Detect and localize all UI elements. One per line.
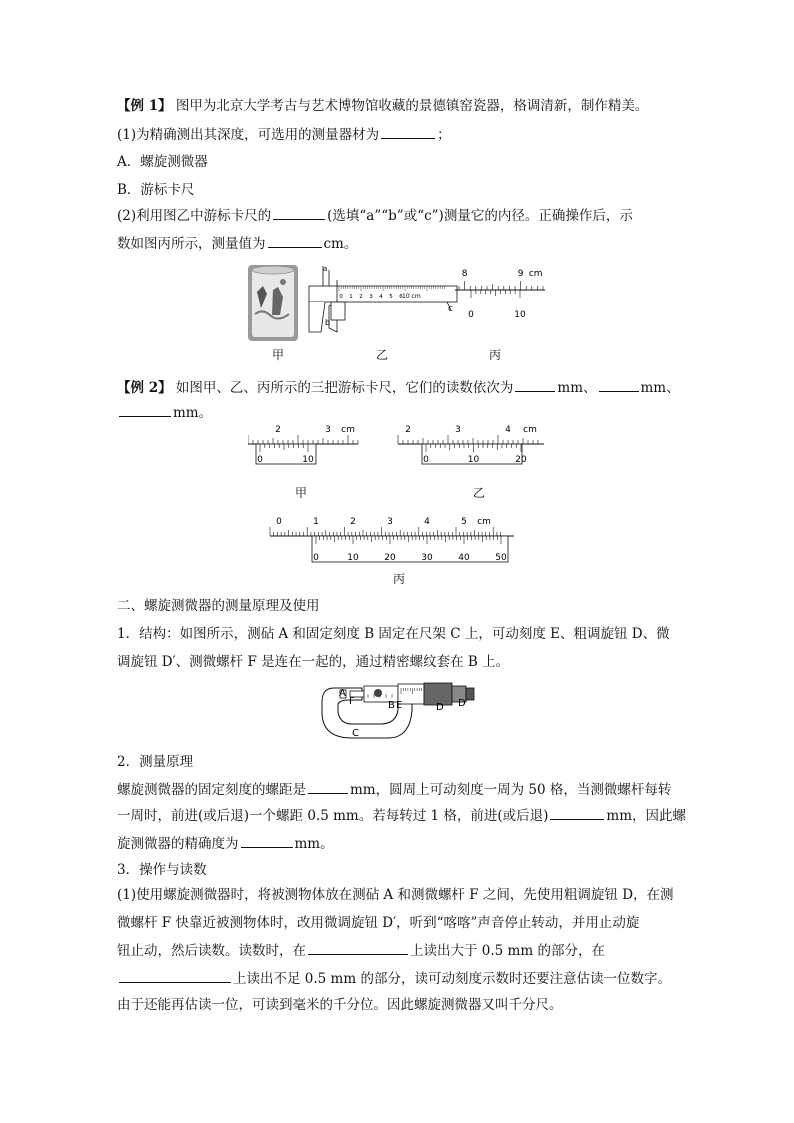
ex1-q2-unit: cm。 <box>323 236 358 252</box>
caliper-number: 4 <box>379 294 383 300</box>
label-a: a <box>323 265 328 273</box>
s2-b1: 一周时，前进(或后退)一个螺距 0.5 mm。若每转过 1 格，前进(或后退) <box>117 808 549 824</box>
main-scale-label: cm <box>523 425 537 435</box>
main-scale-unit: cm <box>528 269 543 279</box>
main-scale-label: cm <box>477 517 491 527</box>
ex1-q2-b: (选填“a”“b”或“c”)测量它的内径。正确操作后，示 <box>327 208 633 224</box>
main-scale-label: 5 <box>461 517 467 527</box>
label-c: c <box>448 304 453 314</box>
ex1-tag: 【例 1】 <box>117 98 172 114</box>
ex2-unit3: mm。 <box>173 405 213 421</box>
caliper-scale-label: 10 cm <box>402 293 421 300</box>
ex1-q1-end: ； <box>437 127 451 143</box>
vase-image <box>248 265 298 341</box>
s2-line-b <box>117 805 686 826</box>
label-D: D <box>436 702 444 713</box>
vernier-label: 10 <box>467 455 480 465</box>
figure-2-jia-yi <box>248 424 548 476</box>
ex1-option-b: B．游标卡尺 <box>117 182 195 198</box>
label-B: B <box>388 700 395 711</box>
main-scale-label: 3 <box>455 425 461 435</box>
fig1-caption-jia: 甲 <box>272 348 285 362</box>
figure-1 <box>245 262 555 344</box>
caliper-number: 6 <box>399 294 403 300</box>
vernier-label: 0 <box>257 455 263 465</box>
vernier-label: 20 <box>384 553 396 563</box>
s2-a2: mm，圆周上可动刻度一周为 50 格，当测微螺杆每转 <box>350 782 672 798</box>
vernier-label: 0 <box>468 310 474 320</box>
vernier-scale-yi <box>398 425 544 465</box>
s3-c1: 钮止动，然后读数。读数时，在 <box>117 943 306 959</box>
caliper-number: 3 <box>369 294 373 300</box>
vernier-label: 20 <box>515 455 527 465</box>
fig1-caption-bing: 丙 <box>489 348 502 362</box>
main-scale-label: 2 <box>405 425 411 435</box>
section-heading: 二、螺旋测微器的测量原理及使用 <box>117 598 320 614</box>
answer-blank[interactable] <box>119 968 231 983</box>
ex2-line2 <box>117 402 212 423</box>
ex2-text: 如图甲、乙、丙所示的三把游标卡尺，它们的读数依次为 <box>175 380 514 396</box>
ex1-intro-line <box>117 96 648 116</box>
ex2-line1 <box>117 377 680 398</box>
main-scale-label: 3 <box>387 517 393 527</box>
vernier-label: 30 <box>421 553 433 563</box>
s2-line-c <box>117 833 334 854</box>
s2-line-a <box>117 779 671 800</box>
main-scale-label: 4 <box>424 517 430 527</box>
ex1-option-a: A．螺旋测微器 <box>117 154 208 170</box>
vernier-label: 10 <box>302 455 314 465</box>
s1-line-a: 1．结构：如图所示，测砧 A 和固定刻度 B 固定在尺架 C 上，可动刻度 E、粗调旋钮 D、微 <box>117 626 670 642</box>
fig1-caption-yi: 乙 <box>376 348 389 362</box>
main-scale-label: 9 <box>517 269 524 279</box>
ex1-intro: 图甲为北京大学考古与艺术博物馆收藏的景德镇窑瓷器，格调清新，制作精美。 <box>175 98 649 114</box>
s3-line-a: (1)使用螺旋测微器时，将被测物体放在测砧 A 和测微螺杆 F 之间，先使用粗调旋钮 D，在测 <box>117 887 674 903</box>
vernier-scale-jia <box>248 425 358 465</box>
caliper-number: 2 <box>359 294 363 300</box>
answer-blank[interactable] <box>241 833 293 848</box>
vernier-label: 10 <box>347 553 359 563</box>
ex1-q2-a: (2)利用图乙中游标卡尺的 <box>117 208 272 224</box>
vernier-label: 40 <box>458 553 470 563</box>
answer-blank[interactable] <box>381 124 435 139</box>
main-scale-label: 2 <box>275 425 281 435</box>
ex2-tag: 【例 2】 <box>117 380 172 396</box>
fig2-caption-jia: 甲 <box>295 486 308 500</box>
s3-line-b: 微螺杆 F 快靠近被测物体时，改用微调旋钮 D′，听到“喀喀”声音停止转动，并用止动旋 <box>117 915 640 931</box>
main-scale-label: 0 <box>276 517 282 527</box>
caliper-number: 5 <box>389 294 393 300</box>
main-scale-label: cm <box>341 425 355 435</box>
answer-blank[interactable] <box>308 940 408 955</box>
s2-b2: mm，因此螺 <box>606 808 687 824</box>
figure-2-bing <box>268 512 518 570</box>
vernier-label: 10 <box>514 310 526 320</box>
vernier-label: 50 <box>495 553 507 563</box>
vernier-label: 0 <box>423 455 429 465</box>
s2-c1: 旋测微器的精确度为 <box>117 836 239 852</box>
s2-a1: 螺旋测微器的固定刻度的螺距是 <box>117 782 306 798</box>
fig2-caption-yi: 乙 <box>473 486 486 500</box>
main-scale-label: 4 <box>505 425 511 435</box>
s3-d: 上读出不足 0.5 mm 的部分，读可动刻度示数时还要注意估读一位数字。 <box>233 971 671 987</box>
s1-line-b: 调旋钮 D′、测微螺杆 F 是连在一起的，通过精密螺纹套在 B 上。 <box>117 654 510 670</box>
bing-vernier-scale <box>455 269 545 320</box>
ex1-q1-line <box>117 124 451 145</box>
main-scale-label: 2 <box>350 517 356 527</box>
fig2-caption-bing: 丙 <box>393 572 406 586</box>
label-A: A <box>339 688 346 699</box>
caliper-number: 0 <box>339 294 343 300</box>
answer-blank[interactable] <box>550 805 604 820</box>
label-E: E <box>396 700 403 711</box>
label-C: C <box>352 728 359 739</box>
ex2-unit1: mm、 <box>557 380 597 396</box>
s2-c2: mm。 <box>294 836 334 852</box>
s3-c2: 上读出大于 0.5 mm 的部分，在 <box>410 943 605 959</box>
s3-line-e: 由于还能再估读一位，可读到毫米的千分位。因此螺旋测微器又叫千分尺。 <box>117 997 563 1013</box>
s3-title: 3．操作与读数 <box>117 862 207 878</box>
vernier-caliper-drawing <box>309 266 457 332</box>
answer-blank[interactable] <box>308 779 348 794</box>
answer-blank[interactable] <box>599 377 639 392</box>
main-scale-label: 1 <box>313 517 319 527</box>
label-b: b <box>325 318 331 327</box>
caliper-number: 1 <box>349 294 353 300</box>
s2-title: 2．测量原理 <box>117 754 194 770</box>
main-scale-label: 8 <box>461 269 468 279</box>
answer-blank[interactable] <box>119 402 171 417</box>
answer-blank[interactable] <box>273 205 325 220</box>
label-D-prime: D′ <box>458 698 468 709</box>
ex2-unit2: mm、 <box>640 380 680 396</box>
main-scale-label: 3 <box>325 425 331 435</box>
vernier-scale-bing <box>270 517 514 563</box>
ex1-q1: (1)为精确测出其深度，可选用的测量器材为 <box>117 127 380 143</box>
s3-line-c <box>117 940 605 961</box>
micrometer-drawing <box>318 676 486 742</box>
s3-line-d <box>117 968 671 989</box>
label-F: F <box>349 696 355 707</box>
answer-blank[interactable] <box>515 377 555 392</box>
ex1-q2-c: 数如图丙所示，测量值为 <box>117 236 266 252</box>
answer-blank[interactable] <box>268 233 322 248</box>
ex1-q2-line <box>117 205 633 226</box>
vernier-label: 0 <box>313 553 319 563</box>
ex1-q2-line2 <box>117 233 357 254</box>
